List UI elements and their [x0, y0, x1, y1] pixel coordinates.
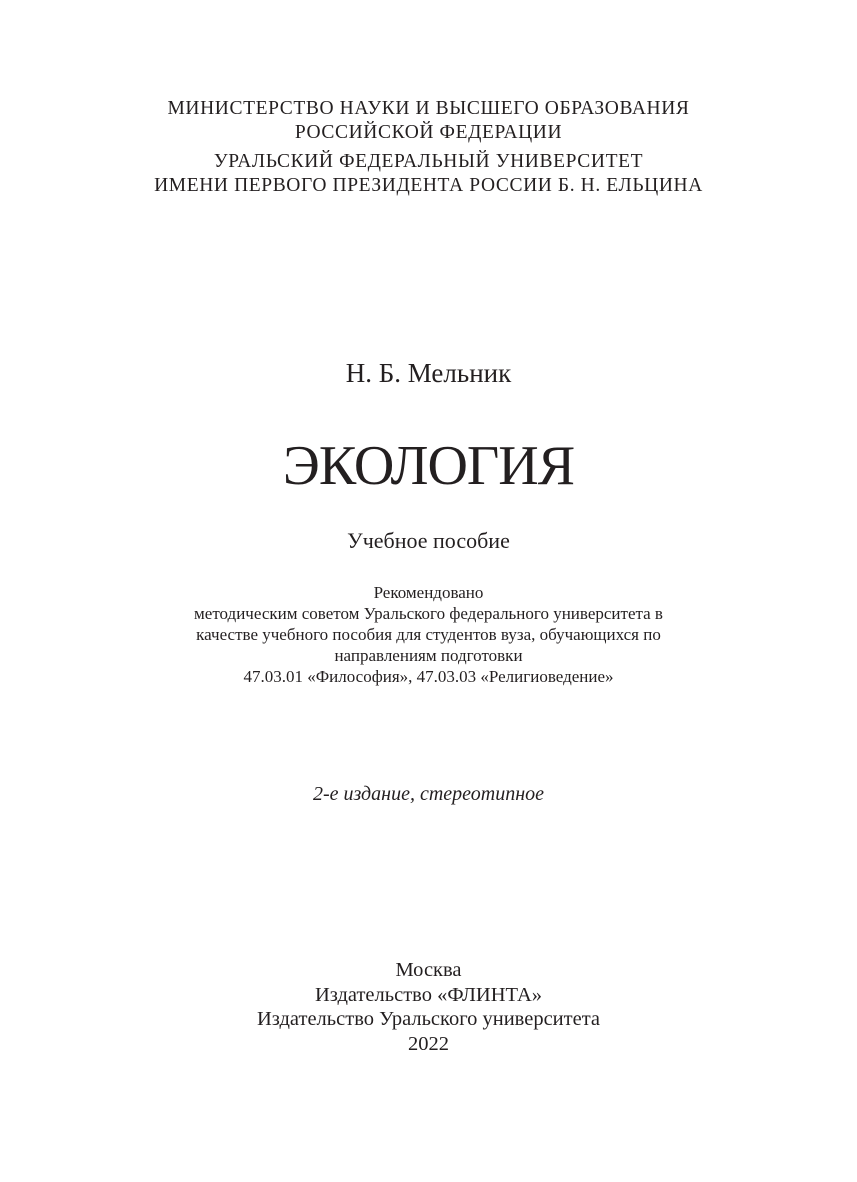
imprint-publisher-1: Издательство «ФЛИНТА»	[314, 983, 543, 1006]
recommendation-line-2: методическим советом Уральского федерального университета в	[194, 604, 663, 623]
imprint-year: 2022	[408, 1032, 449, 1055]
recommendation-line-1: Рекомендовано	[373, 583, 484, 602]
recommendation-line-3: качестве учебного пособия для студентов вуза, обучающихся по	[196, 625, 661, 644]
ministry-line-2: РОССИЙСКОЙ ФЕДЕРАЦИИ	[294, 122, 563, 143]
author-name: Н. Б. Мельник	[345, 358, 512, 388]
imprint-city: Москва	[395, 959, 462, 981]
edition-note: 2-е издание, стереотипное	[312, 783, 545, 805]
imprint	[0, 958, 857, 1056]
book-subtitle: Учебное пособие	[347, 528, 510, 553]
recommendation-line-5: 47.03.01 «Философия», 47.03.03 «Религиоведение»	[243, 667, 614, 686]
imprint-publisher-2: Издательство Уральского университета	[256, 1008, 601, 1030]
recommendation-note	[0, 582, 857, 687]
university-line-1: УРАЛЬСКИЙ ФЕДЕРАЛЬНЫЙ УНИВЕРСИТЕТ	[213, 151, 644, 172]
university-heading	[0, 150, 857, 198]
ministry-line-1: МИНИСТЕРСТВО НАУКИ И ВЫСШЕГО ОБРАЗОВАНИЯ	[167, 98, 690, 119]
ministry-heading	[0, 97, 857, 145]
book-title: ЭКОЛОГИЯ	[282, 435, 575, 497]
recommendation-line-4: направлениям подготовки	[334, 646, 523, 665]
university-line-2: ИМЕНИ ПЕРВОГО ПРЕЗИДЕНТА РОССИИ Б. Н. ЕЛЬЦИНА	[154, 175, 703, 196]
